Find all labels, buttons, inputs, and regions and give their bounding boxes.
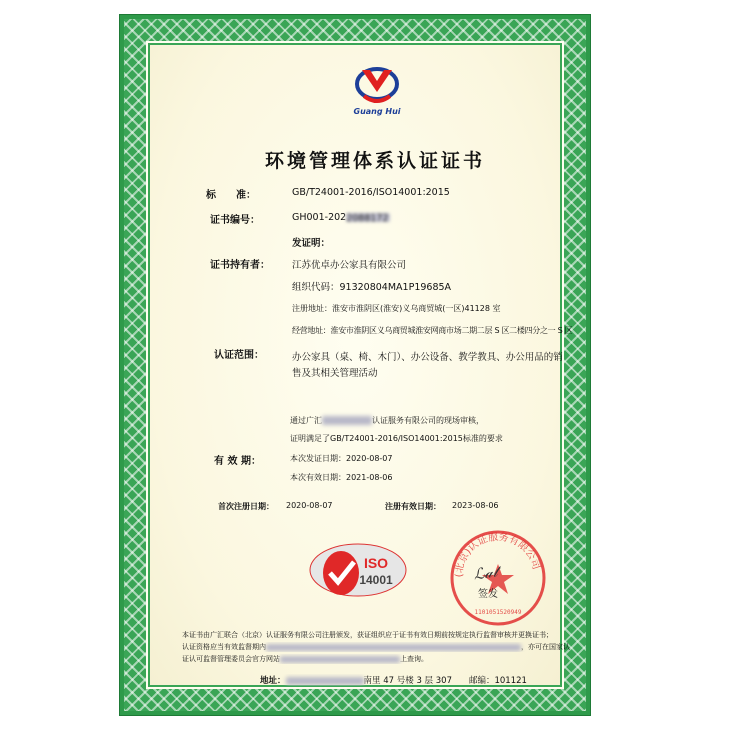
issuer-label: 发证明： (292, 238, 331, 249)
iso-14001-badge-icon (308, 540, 408, 600)
holder-value: 江苏优卓办公家具有限公司 (292, 260, 407, 271)
org-code: 组织代码：91320804MA1P19685A (292, 282, 452, 293)
reg-valid-value: 2023-08-06 (452, 501, 499, 510)
logo-text: Guang Hui (353, 107, 401, 116)
reg-address: 注册地址：淮安市淮阴区(淮安)义乌商贸城(一区)41128 室 (292, 304, 501, 313)
validity-label: 有 效 期： (214, 456, 261, 467)
standard-value: GB/T24001-2016/ISO14001:2015 (292, 187, 450, 198)
issue-date: 本次发证日期：2020-08-07 (290, 454, 393, 463)
footer-line2: 认证资格应当有效监督期内 ，亦可在国家认 (182, 643, 570, 651)
footer-line1: 本证书由广汇联合（北京）认证服务有限公司注册颁发，获证组织应于证书有效日期前按规定执行监督审核并更换证书； (182, 631, 553, 639)
handwritten-signature: ℒ𝒶𝓉 (472, 562, 499, 584)
cert-no-redacted: 2088172 (346, 213, 389, 224)
seal-number: 1101051520949 (474, 609, 522, 616)
first-reg-value: 2020-08-07 (286, 501, 333, 510)
footer-line3: 证认可监督管理委员会官方网站 上查询。 (182, 655, 428, 663)
audit-line2: 证明满足了GB/T24001-2016/ISO14001:2015标准的要求 (290, 434, 503, 443)
iso-number: 14001 (359, 573, 393, 587)
footer-address: 地址： 南里 47 号楼 3 层 307 邮编：101121 (260, 676, 527, 686)
holder-label: 证书持有者： (210, 260, 270, 271)
reg-valid-label: 注册有效日期： (385, 502, 441, 511)
cert-no-label: 证书编号： (210, 215, 260, 226)
scope-line2: 售及其相关管理活动 (292, 368, 378, 379)
scope-label: 认证范围： (214, 350, 264, 361)
scope-line1: 办公家具（桌、椅、木门）、办公设备、教学教具、办公用品的销 (292, 352, 563, 363)
seal-text: (北京)认证服务有限公司 (453, 531, 542, 578)
signature-label: 签发 (478, 589, 498, 600)
cert-no-value: GH001-2022088172 (292, 212, 389, 224)
standard-label: 标 准： (206, 190, 256, 201)
first-reg-label: 首次注册日期： (218, 502, 274, 511)
biz-address: 经营地址：淮安市淮阴区义乌商贸城淮安网商市场二期二层 S 区二楼四分之一 S 区 (292, 326, 573, 335)
iso-text: ISO (363, 555, 389, 571)
audit-line1: 通过广汇 认证服务有限公司的现场审核， (290, 416, 484, 425)
valid-date: 本次有效日期：2021-08-06 (290, 473, 393, 482)
certificate-title: 环境管理体系认证证书 (264, 150, 485, 172)
